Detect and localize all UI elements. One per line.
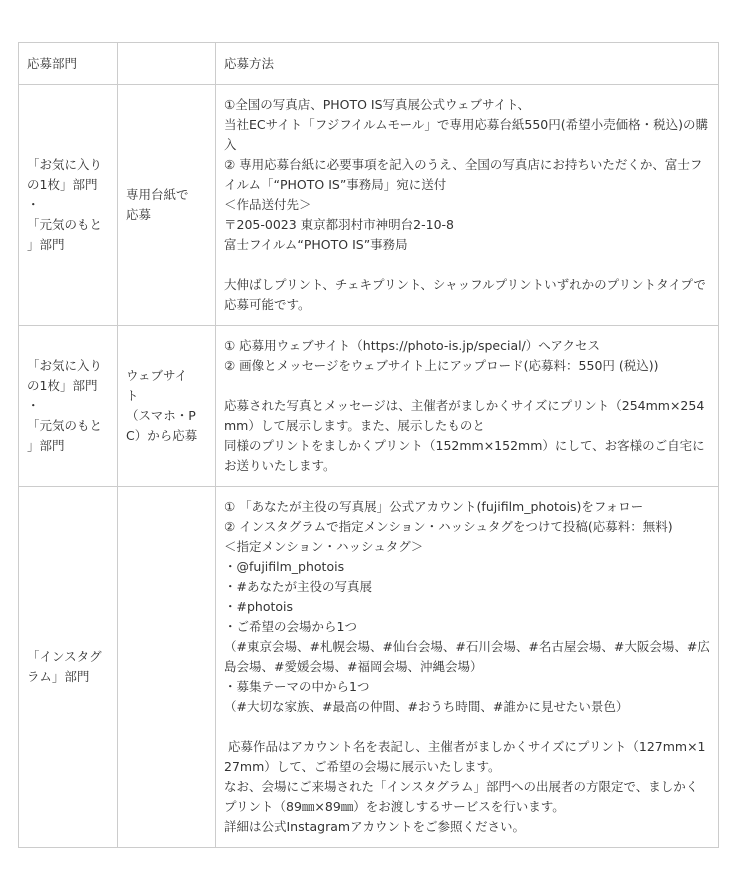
text-line: 大伸ばしプリント、チェキプリント、シャッフルプリントいずれかのプリントタイプで応募可能です。 <box>224 277 706 312</box>
text-line: 」部門 <box>27 237 65 252</box>
text-line: 「元気のもと <box>27 418 103 433</box>
text-line: の1枚」部門 <box>27 378 98 393</box>
entry-type-cell <box>118 326 216 487</box>
text-line: 「インスタグ <box>27 649 102 664</box>
text-line: （#東京会場、#札幌会場、#仙台会場、#石川会場、#名古屋会場、#大阪会場、#広島会場、#愛媛会場、#福岡会場、沖縄会場） <box>224 639 710 674</box>
text-line: 応募 <box>126 207 152 222</box>
text-line: 当社ECサイト「フジフイルムモール」で専用応募台紙550円(希望小売価格・税込)の購入 <box>224 117 708 152</box>
text-line: ② インスタグラムで指定メンション・ハッシュタグをつけて投稿(応募料：無料) <box>224 519 673 534</box>
text-line: ト <box>126 388 139 403</box>
text-line: 同様のプリントをましかくプリント（152mm×152mm）にして、お客様のご自宅にお送りいたします。 <box>224 438 705 473</box>
method-cell <box>216 487 719 848</box>
text-line: なお、会場にご来場された「インスタグラム」部門への出展者の方限定で、ましかくプリント（89㎜×89㎜）をお渡しするサービスを行います。 <box>224 779 699 814</box>
text-line: 応募作品はアカウント名を表記し、主催者がましかくサイズにプリント（127mm×127mm）して、ご希望の会場に展示いたします。 <box>224 739 706 774</box>
text-line: ② 画像とメッセージをウェブサイト上にアップロード(応募料：550円 (税込)) <box>224 358 659 373</box>
table-row <box>19 487 719 848</box>
text-line: ①全国の写真店、PHOTO IS写真展公式ウェブサイト、 <box>224 97 531 112</box>
header-category: 応募部門 <box>19 43 118 85</box>
text-line: ・ご希望の会場から1つ <box>224 619 357 634</box>
category-cell <box>19 326 118 487</box>
text-line: （#大切な家族、#最高の仲間、#おうち時間、#誰かに見せたい景色） <box>224 699 629 714</box>
entry-type-cell <box>118 85 216 326</box>
text-line: （スマホ・P <box>126 408 196 423</box>
category-cell <box>19 487 118 848</box>
category-cell <box>19 85 118 326</box>
text-line <box>224 255 710 275</box>
text-line: 〒205-0023 東京都羽村市神明台2-10-8 <box>224 217 454 232</box>
text-line: ・ <box>27 398 40 413</box>
text-line: ＜指定メンション・ハッシュタグ＞ <box>224 539 424 554</box>
entry-methods-table <box>18 42 719 848</box>
text-line: 詳細は公式Instagramアカウントをご参照ください。 <box>224 819 525 834</box>
table-header-row <box>19 43 719 85</box>
text-line: ・ <box>27 197 40 212</box>
text-line <box>224 376 710 396</box>
text-line: 「お気に入り <box>27 358 103 373</box>
text-line: 「元気のもと <box>27 217 103 232</box>
table-row <box>19 326 719 487</box>
text-line <box>224 717 710 737</box>
text-line: 富士フイルム“PHOTO IS”事務局 <box>224 237 408 252</box>
text-line: ・#photois <box>224 599 294 614</box>
text-line: ① 応募用ウェブサイト（https://photo-is.jp/special/）へアクセス <box>224 338 601 353</box>
text-line: ウェブサイ <box>126 368 188 383</box>
text-line: ① 「あなたが主役の写真展」公式アカウント(fujifilm_photois)をフォロー <box>224 499 644 514</box>
text-line: 応募された写真とメッセージは、主催者がましかくサイズにプリント（254mm×254mm）して展示します。また、展示したものと <box>224 398 705 433</box>
text-line: ラム」部門 <box>27 669 90 684</box>
table-row <box>19 85 719 326</box>
text-line: ② 専用応募台紙に必要事項を記入のうえ、全国の写真店にお持ちいただくか、富士フイルム「“PHOTO IS”事務局」宛に送付 <box>224 157 703 192</box>
text-line: C）から応募 <box>126 428 198 443</box>
text-line: ・#あなたが主役の写真展 <box>224 579 372 594</box>
entry-type-cell <box>118 487 216 848</box>
text-line: 」部門 <box>27 438 65 453</box>
text-line: ・@fujifilm_photois <box>224 559 345 574</box>
text-line: 専用台紙で <box>126 187 189 202</box>
text-line: 「お気に入り <box>27 157 103 172</box>
method-cell <box>216 85 719 326</box>
text-line: ・募集テーマの中から1つ <box>224 679 370 694</box>
text-line: ＜作品送付先＞ <box>224 197 312 212</box>
text-line: の1枚」部門 <box>27 177 98 192</box>
method-cell <box>216 326 719 487</box>
header-blank <box>118 43 216 85</box>
header-method: 応募方法 <box>216 43 719 85</box>
